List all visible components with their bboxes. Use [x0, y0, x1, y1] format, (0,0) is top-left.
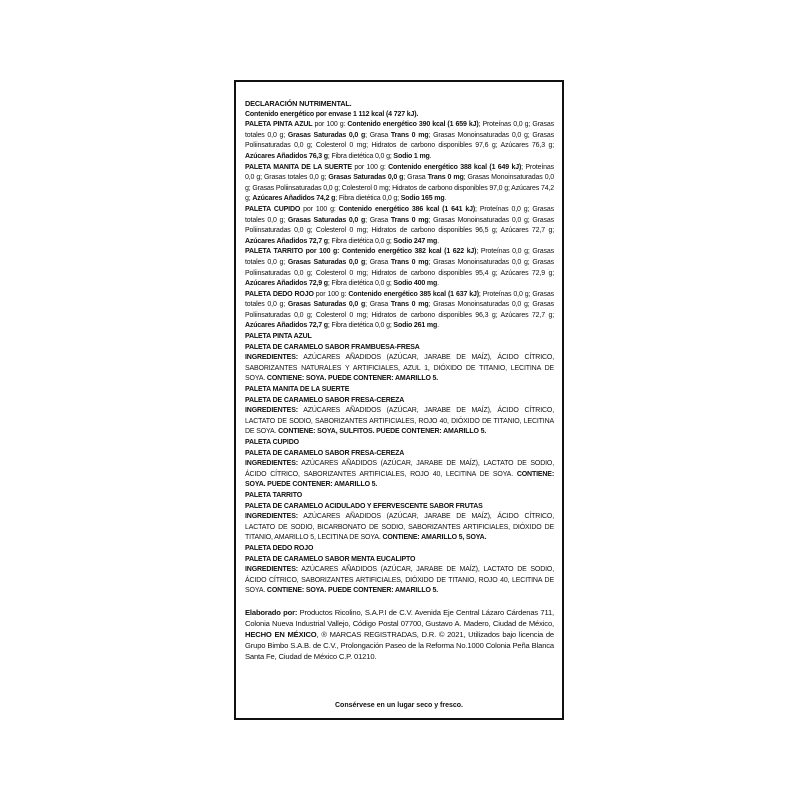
nutrition-p6: .	[444, 195, 447, 203]
nutrition-trans: Trans 0 mg	[390, 258, 429, 266]
nutrition-entry	[245, 205, 554, 247]
product-name: PALETA MANITA DE LA SUERTE	[245, 386, 350, 394]
nutrition-entry	[245, 290, 554, 332]
nutrition-sug: Azúcares Añadidos 74,2 g	[252, 195, 336, 203]
product-description: PALETA DE CARAMELO SABOR FRESA-CEREZA	[245, 396, 405, 404]
nutrition-p1: por 100 g:	[312, 121, 348, 129]
ingredients-ing-label: INGREDIENTES:	[245, 460, 298, 468]
nutrition-p6: .	[437, 280, 439, 288]
nutrition-p4: ; Grasas Monoinsaturadas 0,0 g; Grasas Poliinsaturadas 0,0 g; Colesterol 0 mg; Hidratos de carbono disponibles 97,6 g; Azúcares 76,3 g;	[245, 131, 554, 150]
product-ingredients	[245, 459, 554, 491]
nutrition-sat: Grasas Saturadas 0,0 g	[287, 258, 366, 266]
product-name: PALETA DEDO ROJO	[245, 544, 314, 552]
label-content	[245, 99, 554, 662]
product-ingredients	[245, 565, 554, 597]
nutrition-p5: ; Fibra dietética 0,0 g;	[335, 195, 401, 203]
storage-instructions: Consérvese en un lugar seco y fresco.	[335, 702, 463, 709]
nutrition-sug: Azúcares Añadidos 76,3 g	[245, 152, 328, 160]
product-ingredients	[245, 353, 554, 385]
nutrition-energy: Contenido energético 388 kcal (1 649 kJ)	[388, 163, 522, 171]
nutrition-p3: ; Grasa	[365, 131, 391, 139]
nutrition-p5: ; Fibra dietética 0,0 g;	[327, 152, 394, 160]
nutrition-sat: Grasas Saturadas 0,0 g	[287, 131, 366, 139]
nutrition-sod: Sodio 247 mg	[393, 237, 438, 245]
nutrition-sug: Azúcares Añadidos 72,7 g	[245, 237, 328, 245]
ingredients-ing-text: AZÚCARES AÑADIDOS (AZÚCAR, JARABE DE MAÍZ), LACTATO DE SODIO, ÁCIDO CÍTRICO, SABORIZANTES ARTIFICIALES, DIÓXIDO DE TITANIO, ROJO 40, LECITINA DE SOYA.	[245, 566, 554, 595]
ingredients-ing-text: AZÚCARES AÑADIDOS (AZÚCAR, JARABE DE MAÍZ), ÁCIDO CÍTRICO, SABORIZANTES NATURALES Y ARTIFICIALES, AZUL 1, DIÓXIDO DE TITANIO, LECITINA DE SOYA.	[245, 354, 554, 383]
nutrition-p3: ; Grasa	[365, 301, 391, 309]
hecho-en-mexico: HECHO EN MÉXICO	[245, 629, 317, 639]
nutrition-trans: Trans 0 mg	[390, 216, 429, 224]
elaborado-text-2: , ® MARCAS REGISTRADAS, D.R. © 2021, Utilizados bajo licencia de Grupo Bimbo S.A.B. de C.V., Prolongación Paseo de la Reforma No.1000 Colonia Peña Blanca Santa Fe, Ciudad de México C.P. 01210.	[245, 629, 554, 661]
nutrition-p1: por 100 g:	[313, 290, 349, 298]
nutrition-p2: ; Proteínas 0,0 g; Grasas totales 0,0 g;	[245, 248, 554, 266]
ingredients-ing-label: INGREDIENTES:	[245, 354, 298, 362]
nutrition-label-panel	[234, 80, 564, 720]
nutrition-sug: Azúcares Añadidos 72,9 g	[245, 280, 328, 288]
ingredients-allergen: CONTIENE: AMARILLO 5, SOYA.	[382, 534, 487, 542]
nutrition-name: PALETA TARRITO por 100 g:	[245, 248, 340, 256]
ingredients-ing-text: AZÚCARES AÑADIDOS (AZÚCAR, JARABE DE MAÍZ), LACTATO DE SODIO, ÁCIDO CÍTRICO, SABORIZANTES ARTIFICIALES, ROJO 40, LECITINA DE SOYA.	[245, 460, 554, 478]
product-name: PALETA PINTA AZUL	[245, 333, 312, 341]
nutrition-name: PALETA PINTA AZUL	[245, 121, 313, 129]
nutrition-name: PALETA DEDO ROJO	[245, 290, 314, 298]
manufacturer-info	[245, 607, 554, 662]
energy-per-pack: Contenido energético por envase 1 112 kcal (4 727 kJ).	[245, 110, 419, 118]
nutrition-p6: .	[437, 237, 439, 245]
nutrition-entry	[245, 120, 554, 162]
nutrition-p4: ; Grasas Monoinsaturadas 0,0 g; Grasas Poliinsaturadas 0,0 g; Colesterol 0 mg; Hidratos de carbono disponibles 97,0 g; Azúcares 74,2 g;	[245, 174, 554, 203]
product-name: PALETA CUPIDO	[245, 439, 299, 446]
nutrition-energy: Contenido energético 386 kcal (1 641 kJ)	[338, 205, 476, 213]
elaborado-text-1: Productos Ricolino, S.A.P.I de C.V. Avenida Eje Central Lázaro Cárdenas 711, Colonia Nueva Industrial Vallejo, Código Postal 07700, Gustavo A. Madero, Ciudad de México,	[245, 607, 555, 628]
nutrition-entry	[245, 163, 554, 205]
product-ingredients-list	[245, 332, 554, 597]
nutrition-sod: Sodio 261 mg	[393, 322, 438, 330]
nutrition-sod: Sodio 165 mg	[400, 195, 445, 203]
nutrition-trans: Trans 0 mg	[427, 174, 464, 182]
nutrition-p5: ; Fibra dietética 0,0 g;	[327, 280, 394, 288]
nutrition-p5: ; Fibra dietética 0,0 g;	[327, 237, 394, 245]
nutrition-p5: ; Fibra dietética 0,0 g;	[327, 322, 394, 330]
ingredients-ing-label: INGREDIENTES:	[245, 407, 298, 415]
ingredients-allergen: CONTIENE: SOYA. PUEDE CONTENER: AMARILLO 5.	[266, 587, 439, 595]
nutrition-p6: .	[429, 152, 432, 160]
ingredients-ing-text: AZÚCARES AÑADIDOS (AZÚCAR, JARABE DE MAÍZ), ÁCIDO CÍTRICO, LACTATO DE SODIO, BICARBONATO DE SODIO, SABORIZANTES ARTIFICIALES, DIÓXIDO DE TITANIO, AMARILLO 5, LECITINA DE SOYA.	[245, 513, 554, 542]
nutrition-sat: Grasas Saturadas 0,0 g	[287, 216, 366, 224]
product-description: PALETA DE CARAMELO SABOR MENTA EUCALIPTO	[245, 555, 416, 563]
nutrition-trans: Trans 0 mg	[390, 131, 429, 139]
product-name: PALETA TARRITO	[245, 491, 303, 499]
nutrition-p1: por 100 g:	[351, 163, 389, 171]
nutrition-p3: ; Grasa	[403, 174, 428, 182]
product-description: PALETA DE CARAMELO SABOR FRAMBUESA-FRESA	[245, 343, 420, 351]
product-description: PALETA DE CARAMELO SABOR FRESA-CEREZA	[245, 449, 405, 457]
nutrition-p2: ; Proteínas 0,0 g; Grasas totales 0,0 g;	[245, 121, 554, 139]
product-ingredients	[245, 406, 554, 438]
nutrition-sod: Sodio 1 mg	[393, 152, 430, 160]
nutrition-energy: Contenido energético 390 kcal (1 659 kJ)	[347, 121, 479, 129]
nutrition-sod: Sodio 400 mg	[393, 280, 438, 288]
nutrition-energy: Contenido energético 385 kcal (1 637 kJ)	[348, 290, 479, 298]
ingredients-ing-label: INGREDIENTES:	[245, 513, 298, 521]
nutrition-p4: ; Grasas Monoinsaturadas 0,0 g; Grasas Poliinsaturadas 0,0 g; Colesterol 0 mg; Hidratos de carbono disponibles 96,5 g; Azúcares 72,7 g;	[245, 216, 554, 235]
nutrition-p3: ; Grasa	[365, 258, 391, 266]
nutrition-p2: ; Proteínas 0,0 g; Grasas totales 0,0 g;	[245, 205, 554, 224]
nutrition-sat: Grasas Saturadas 0,0 g	[287, 301, 366, 309]
nutrition-p2: ; Proteínas 0,0 g; Grasas totales 0,0 g;	[245, 163, 555, 182]
nutrition-trans: Trans 0 mg	[390, 301, 429, 309]
ingredients-allergen: CONTIENE: SOYA. PUEDE CONTENER: AMARILLO 5.	[245, 470, 554, 489]
ingredients-allergen: CONTIENE: SOYA. PUEDE CONTENER: AMARILLO 5.	[266, 375, 439, 383]
ingredients-ing-text: AZÚCARES AÑADIDOS (AZÚCAR, JARABE DE MAÍZ), ÁCIDO CÍTRICO, LACTATO DE SODIO, SABORIZANTES ARTIFICIALES, ROJO 40, DIÓXIDO DE TITANIO, LECITINA DE SOYA.	[245, 407, 554, 436]
product-description: PALETA DE CARAMELO ACIDULADO Y EFERVESCENTE SABOR FRUTAS	[245, 502, 483, 510]
nutrition-declaration-title: DECLARACIÓN NUTRIMENTAL.	[245, 99, 352, 108]
ingredients-ing-label: INGREDIENTES:	[245, 566, 298, 574]
nutrition-facts-list	[245, 120, 554, 332]
nutrition-energy: Contenido energético 382 kcal (1 622 kJ)	[342, 248, 477, 256]
nutrition-name: PALETA CUPIDO	[245, 205, 301, 213]
nutrition-entry	[245, 247, 554, 289]
nutrition-sat: Grasas Saturadas 0,0 g	[328, 174, 404, 182]
nutrition-p2: ; Proteínas 0,0 g; Grasas totales 0,0 g;	[245, 290, 554, 309]
nutrition-sug: Azúcares Añadidos 72,7 g	[245, 322, 328, 330]
elaborado-label: Elaborado por:	[245, 607, 298, 617]
nutrition-name: PALETA MANITA DE LA SUERTE	[245, 163, 352, 171]
nutrition-p4: ; Grasas Monoinsaturadas 0,0 g; Grasas Poliinsaturadas 0,0 g; Colesterol 0 mg; Hidratos de carbono disponibles 96,3 g; Azúcares 72,7 g;	[245, 301, 554, 319]
nutrition-p4: ; Grasas Monoinsaturadas 0,0 g; Grasas Poliinsaturadas 0,0 g; Colesterol 0 mg; Hidratos de carbono disponibles 95,4 g; Azúcares 72,9 g;	[245, 258, 554, 277]
nutrition-p6: .	[437, 322, 439, 330]
product-ingredients	[245, 512, 554, 544]
nutrition-p1: por 100 g:	[300, 205, 339, 213]
ingredients-allergen: CONTIENE: SOYA, SULFITOS. PUEDE CONTENER: AMARILLO 5.	[278, 428, 487, 436]
nutrition-p3: ; Grasa	[365, 216, 391, 224]
